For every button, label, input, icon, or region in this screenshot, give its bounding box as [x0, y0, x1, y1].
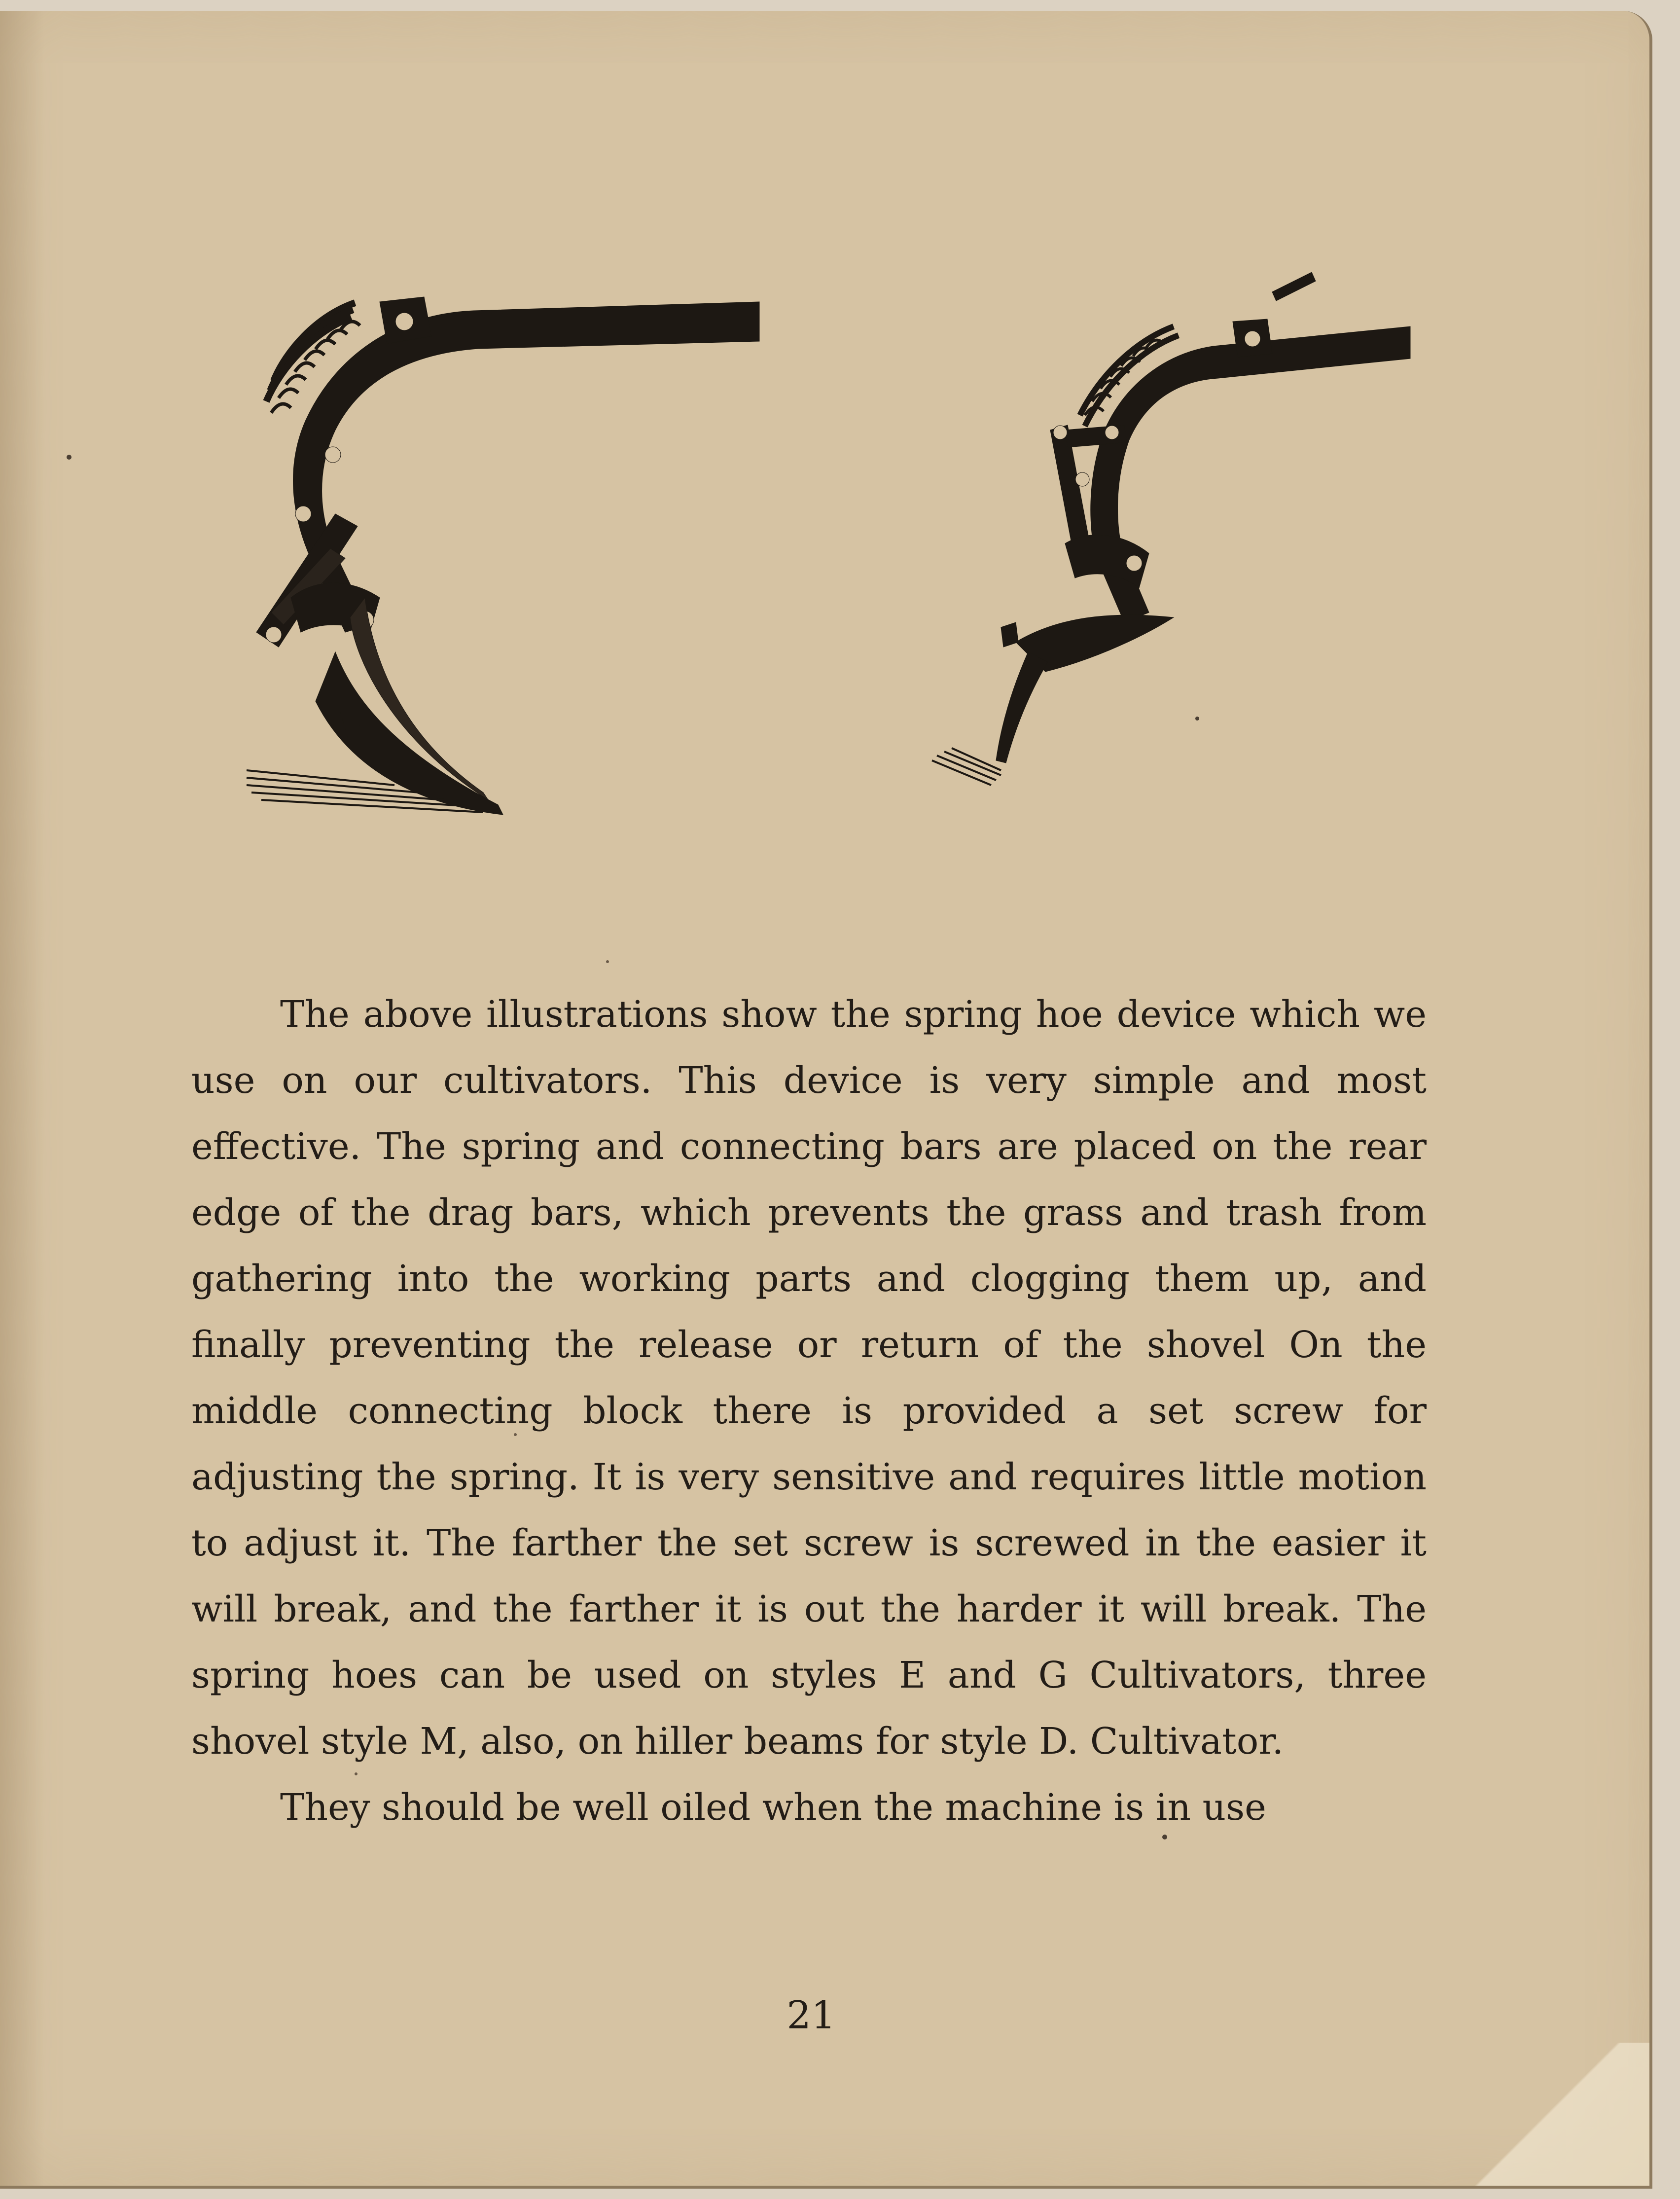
paragraph-oiling-note: They should be well oiled when the machine is in use	[280, 1786, 1266, 1829]
spring-hoe-shovel-illustration	[187, 257, 779, 829]
spring-hoe-sweep-illustration	[917, 267, 1440, 810]
page-number: 21	[786, 1993, 836, 2038]
body-text	[191, 981, 1427, 1840]
paragraph-description: The above illustrations show the spring hoe device which we use on our cultivators. This device is very simple and most effective. The spring and connecting bars are placed on the rear edge of the drag bars, which prevents the grass and trash from gathering into the working parts and clogging them up, and finally preventing the release or return of the shovel On the middle connecting block there is provided a set screw for adjusting the spring. It is very sensitive and requires little motion to adjust it. The farther the set screw is screwed in the easier it will break, and the farther it is out the harder it will break. The spring hoes can be used on styles E and G Cultivators, three shovel style M, also, on hiller beams for style D. Cultivator.	[191, 993, 1427, 1763]
book-page	[0, 11, 1652, 2189]
